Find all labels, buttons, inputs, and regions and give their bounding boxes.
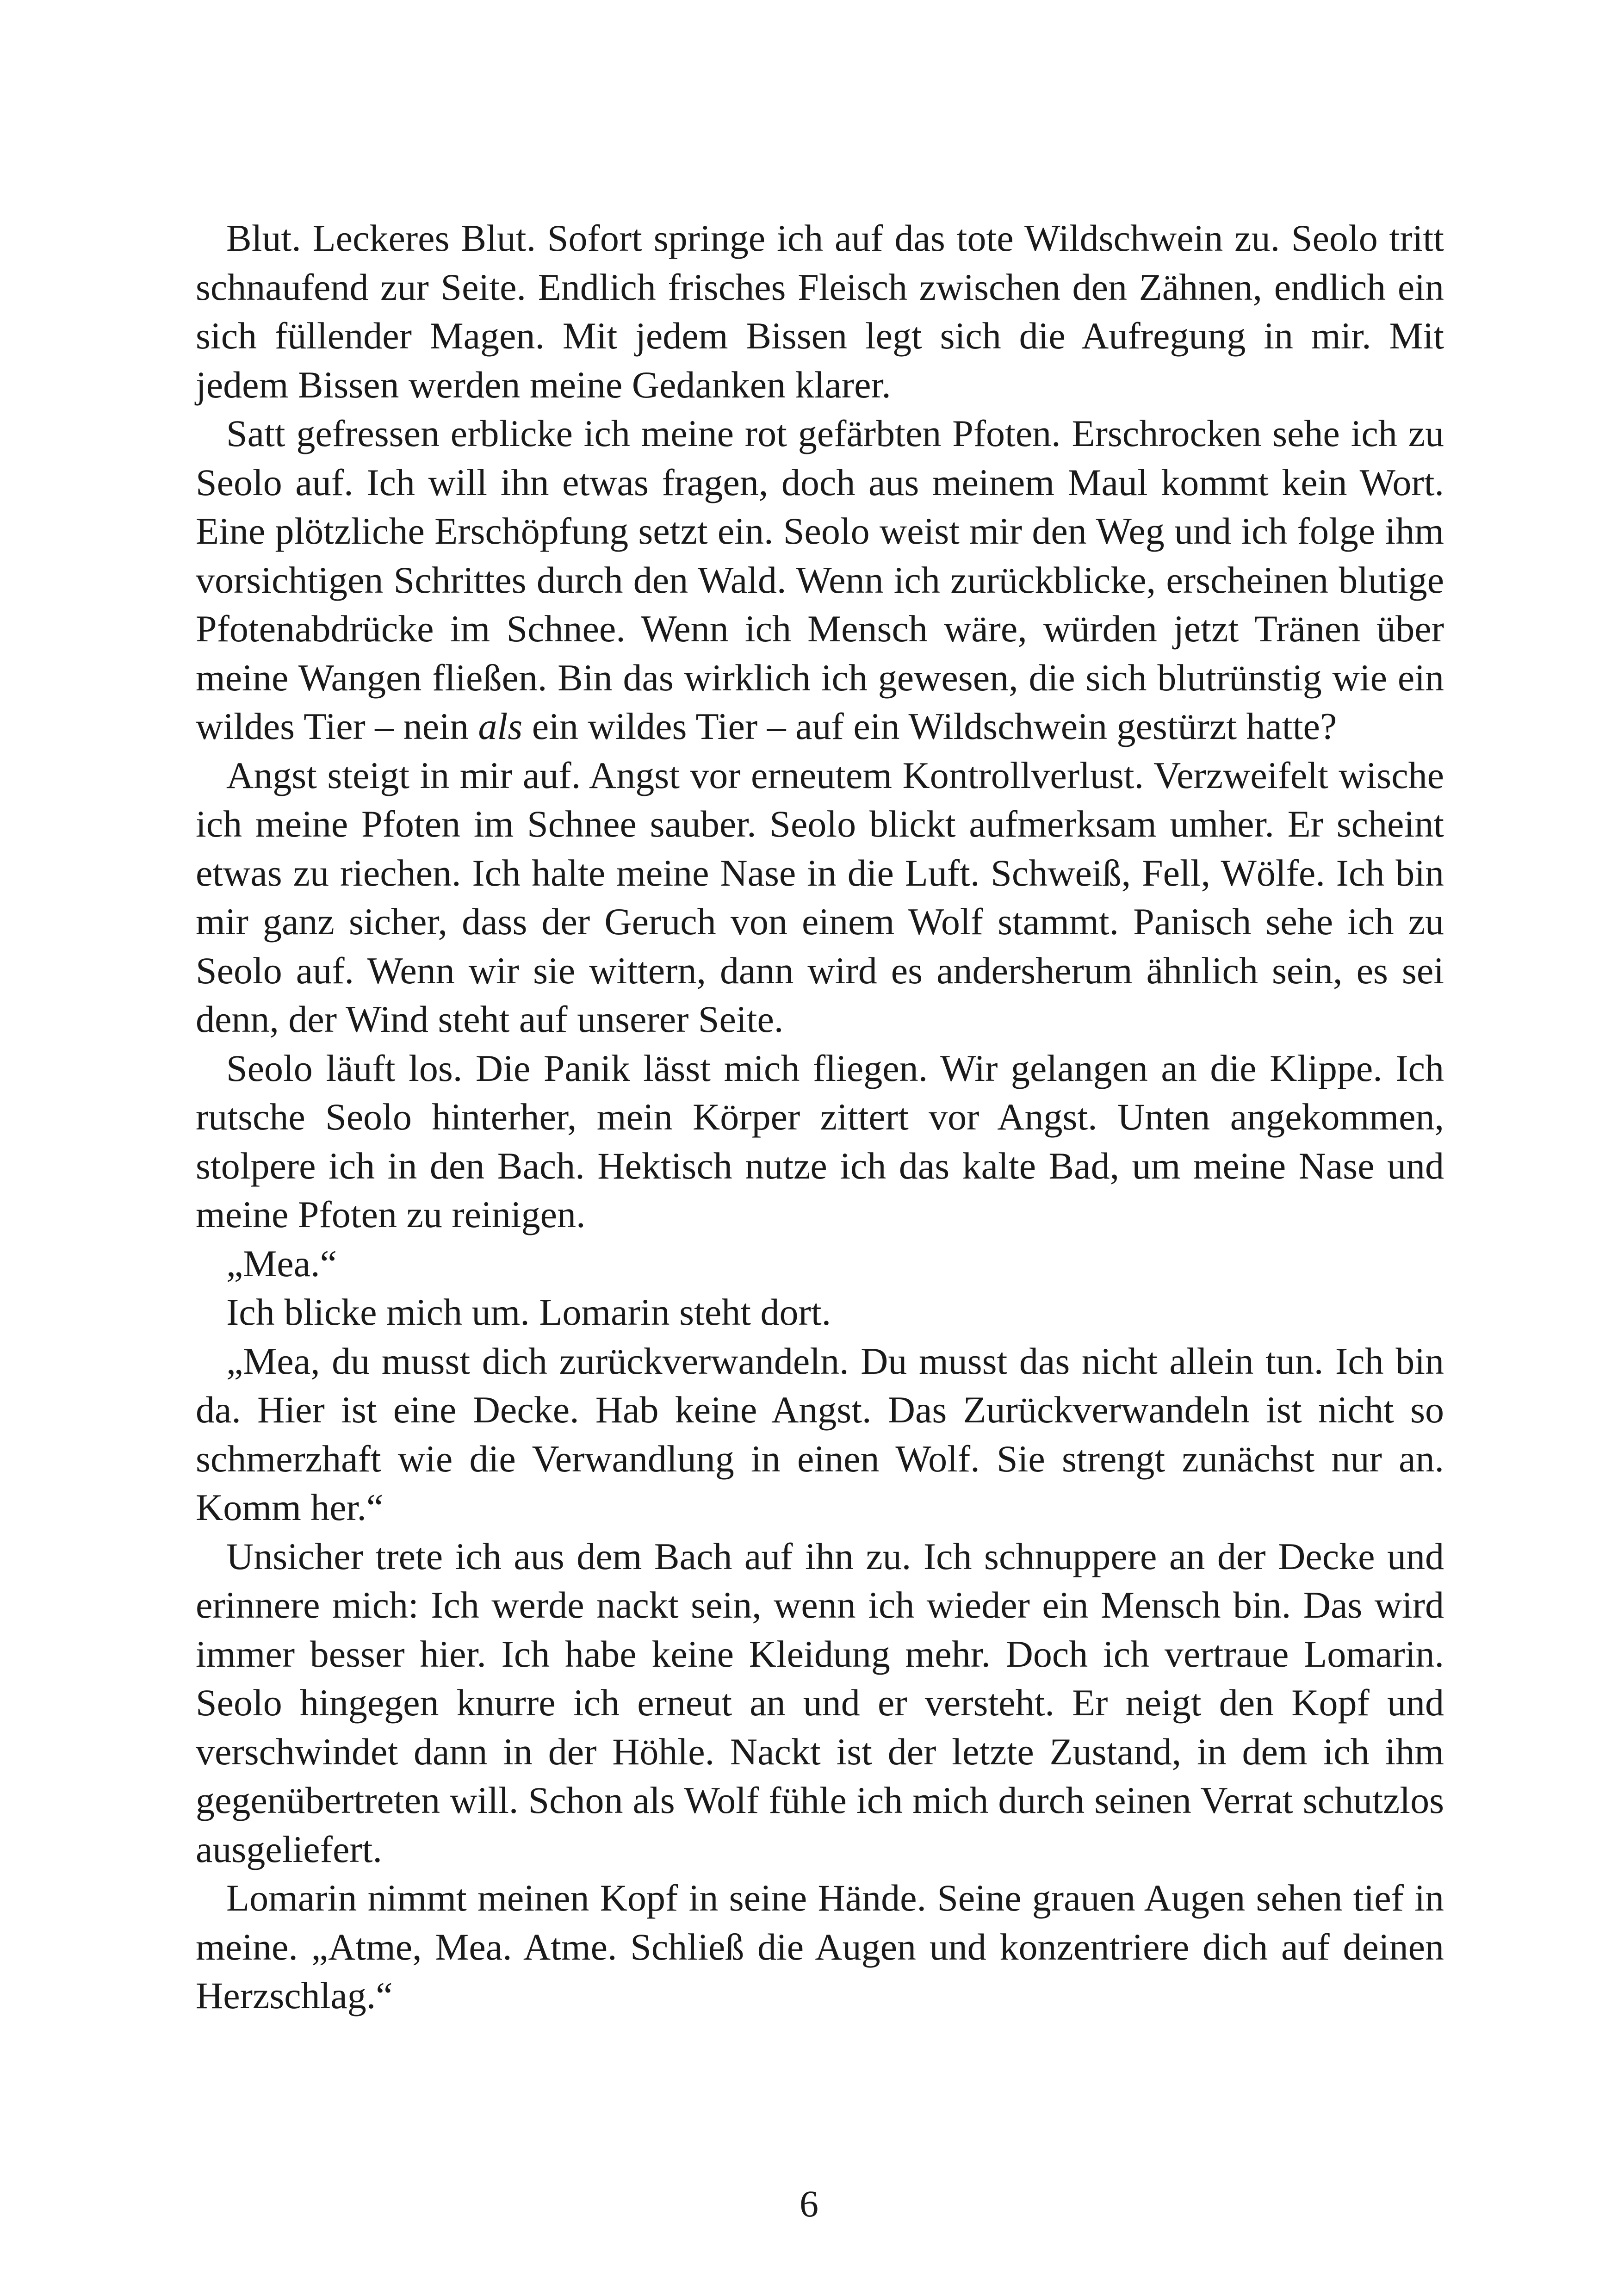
paragraph-6: Ich blicke mich um. Lomarin steht dort. [226,1291,831,1333]
paragraph-2 [196,409,1444,751]
paragraph-5: „Mea.“ [226,1242,337,1285]
paragraph-7: „Mea, du musst dich zurückverwandeln. Du musst das nicht allein tun. Ich bin da. Hier ist eine Decke. Hab keine Angst. Das Zurückverwandeln ist nicht so schmerzhaft wie die Verwandlung in einen Wolf. Sie strengt zunächst nur an. Komm her.“ [196,1340,1444,1528]
page-number: 6 [800,2183,818,2225]
paragraph-2-text-b: ein wildes Tier – auf ein Wildschwein gestürzt hatte? [532,705,1337,747]
paragraph-3: Angst steigt in mir auf. Angst vor erneutem Kontrollverlust. Verzweifelt wische ich meine Pfoten im Schnee sauber. Seolo blickt aufmerksam umher. Er scheint etwas zu riechen. Ich halte meine Nase in die Luft. Schweiß, Fell, Wölfe. Ich bin mir ganz sicher, dass der Geruch von einem Wolf stammt. Panisch sehe ich zu Seolo auf. Wenn wir sie wittern, dann wird es andersherum ähnlich sein, es sei denn, der Wind steht auf unserer Seite. [196,754,1444,1040]
paragraph-2-text-a: Satt gefressen erblicke ich meine rot gefärbten Pfoten. Erschrocken sehe ich zu Seolo auf. Ich will ihn etwas fragen, doch aus meinem Maul kommt kein Wort. Eine plötzliche Erschöpfung setzt ein. Seolo weist mir den Weg und ich folge ihm vorsichtigen Schrittes durch den Wald. Wenn ich zurückblicke, erscheinen blutige Pfotenabdrücke im Schnee. Wenn ich Mensch wäre, würden jetzt Tränen über meine Wangen fließen. Bin das wirklich ich gewesen, die sich blutrünstig wie ein wildes Tier – nein [196,412,1444,747]
paragraph-9: Lomarin nimmt meinen Kopf in seine Hände. Seine grauen Augen sehen tief in meine. „Atme, Mea. Atme. Schließ die Augen und konzentriere dich auf deinen Herzschlag.“ [196,1877,1444,2017]
paragraph-2-emphasis: als [478,705,523,747]
body-text [196,214,1444,2020]
paragraph-8: Unsicher trete ich aus dem Bach auf ihn zu. Ich schnuppere an der Decke und erinnere mich: Ich werde nackt sein, wenn ich wieder ein Mensch bin. Das wird immer besser hier. Ich habe keine Kleidung mehr. Doch ich vertraue Lomarin. Seolo hingegen knurre ich erneut an und er versteht. Er neigt den Kopf und verschwindet dann in der Höhle. Nackt ist der letzte Zustand, in dem ich ihm gegenübertreten will. Schon als Wolf fühle ich mich durch seinen Verrat schutzlos ausgeliefert. [196,1535,1444,1870]
paragraph-1: Blut. Leckeres Blut. Sofort springe ich auf das tote Wildschwein zu. Seolo tritt schnaufend zur Seite. Endlich frisches Fleisch zwischen den Zähnen, endlich ein sich füllender Magen. Mit jedem Bissen legt sich die Aufregung in mir. Mit jedem Bissen werden meine Gedanken klarer. [196,217,1444,406]
paragraph-4: Seolo läuft los. Die Panik lässt mich fliegen. Wir gelangen an die Klippe. Ich rutsche Seolo hinterher, mein Körper zittert vor Angst. Unten angekommen, stolpere ich in den Bach. Hektisch nutze ich das kalte Bad, um meine Nase und meine Pfoten zu reinigen. [196,1047,1444,1235]
